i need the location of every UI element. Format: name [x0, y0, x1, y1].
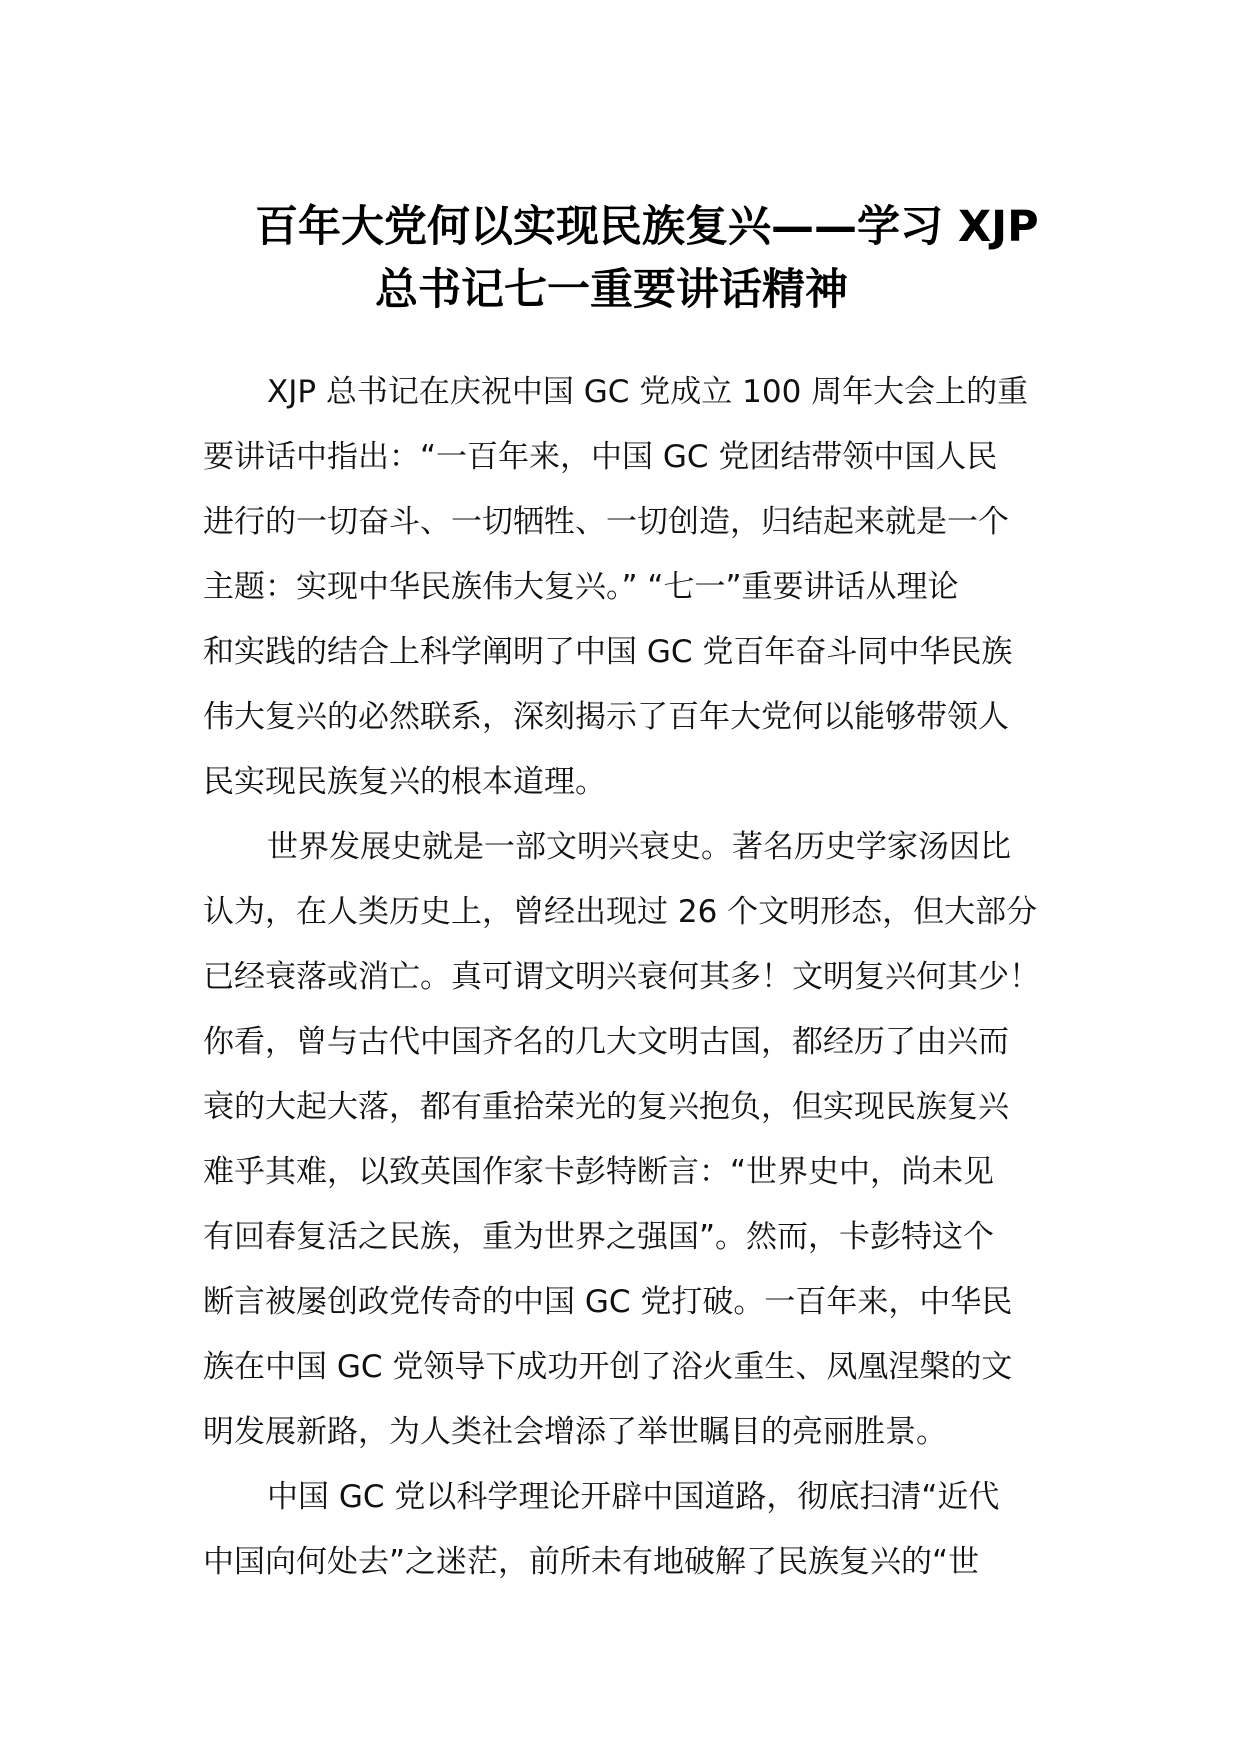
paragraph-3 [203, 1465, 1098, 1595]
paragraph-line: 中国向何处去”之迷茫，前所未有地破解了民族复兴的“世 [203, 1544, 980, 1580]
paragraph-line: 伟大复兴的必然联系，深刻揭示了百年大党何以能够带领人 [203, 699, 1009, 735]
paragraph-line: 和实践的结合上科学阐明了中国 GC 党百年奋斗同中华民族 [203, 634, 1013, 670]
paragraph-line: 要讲话中指出：“一百年来，中国 GC 党团结带领中国人民 [203, 439, 998, 475]
paragraph-line: 衰的大起大落，都有重拾荣光的复兴抱负，但实现民族复兴 [203, 1089, 1009, 1125]
paragraph-line: 主题：实现中华民族伟大复兴。” “七一”重要讲话从理论 [203, 569, 959, 605]
paragraph-line: 有回春复活之民族，重为世界之强国”。然而，卡彭特这个 [203, 1219, 995, 1255]
paragraph-line: 中国 GC 党以科学理论开辟中国道路，彻底扫清“近代 [267, 1479, 1000, 1515]
paragraph-line: 族在中国 GC 党领导下成功开创了浴火重生、凤凰涅槃的文 [203, 1349, 1013, 1385]
paragraph-2 [203, 815, 1098, 1465]
paragraph-line: 认为，在人类历史上，曾经出现过 26 个文明形态，但大部分 [203, 894, 1038, 930]
document-title [205, 196, 1105, 322]
paragraph-line: 进行的一切奋斗、一切牺牲、一切创造，归结起来就是一个 [203, 504, 1009, 540]
paragraph-line: XJP 总书记在庆祝中国 GC 党成立 100 周年大会上的重 [267, 374, 1029, 410]
title-line-1: 百年大党何以实现民族复兴——学习 XJP [255, 202, 1039, 252]
paragraph-line: 断言被屡创政党传奇的中国 GC 党打破。一百年来，中华民 [203, 1284, 1013, 1320]
paragraph-line: 世界发展史就是一部文明兴衰史。著名历史学家汤因比 [267, 829, 1011, 865]
title-line-2: 总书记七一重要讲话精神 [375, 265, 848, 315]
paragraph-line: 你看，曾与古代中国齐名的几大文明古国，都经历了由兴而 [203, 1024, 1009, 1060]
paragraph-line: 民实现民族复兴的根本道理。 [203, 764, 606, 800]
paragraph-line: 难乎其难，以致英国作家卡彭特断言：“世界史中，尚未见 [203, 1154, 995, 1190]
document-body [203, 360, 1098, 1595]
paragraph-line: 已经衰落或消亡。真可谓文明兴衰何其多！文明复兴何其少！ [203, 959, 1040, 995]
paragraph-line: 明发展新路，为人类社会增添了举世瞩目的亮丽胜景。 [203, 1414, 947, 1450]
paragraph-1 [203, 360, 1098, 815]
